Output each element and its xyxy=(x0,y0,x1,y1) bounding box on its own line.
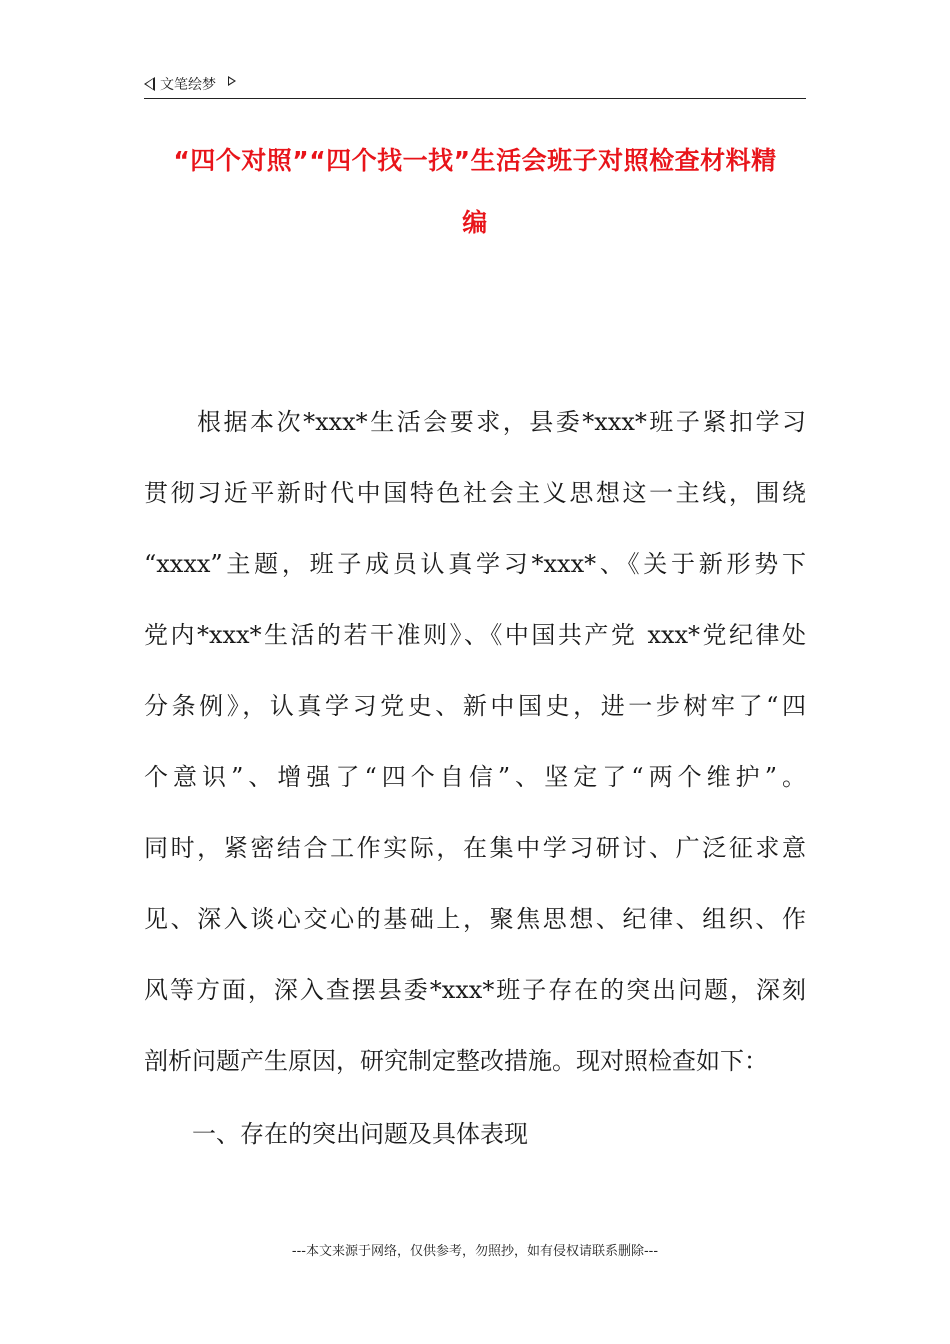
page-header xyxy=(144,72,806,99)
body-paragraph xyxy=(144,396,806,1106)
document-title xyxy=(144,130,806,254)
paragraph-line: 分条例》，认真学习党史、新中国史，进一步树牢了“四 xyxy=(144,692,806,720)
brand-name: 文笔绘梦 xyxy=(160,77,216,93)
section-heading: 一、存在的突出问题及具体表现 xyxy=(192,1120,528,1148)
document-title-line-2: 编 xyxy=(462,208,488,237)
right-triangle-icon xyxy=(228,76,236,86)
paragraph-line: 贯彻习近平新时代中国特色社会主义思想这一主线，围绕 xyxy=(144,479,806,507)
paragraph-line: 剖析问题产生原因，研究制定整改措施。现对照检查如下： xyxy=(144,1047,768,1075)
paragraph-line: 个意识”、增强了“四个自信”、坚定了“两个维护”。 xyxy=(144,763,806,791)
paragraph-line: “xxxx”主题，班子成员认真学习*xxx*、《关于新形势下 xyxy=(144,550,806,578)
paragraph-line: 见、深入谈心交心的基础上，聚焦思想、纪律、组织、作 xyxy=(144,905,806,933)
paragraph-line: 党内*xxx*生活的若干准则》、《中国共产党 xxx*党纪律处 xyxy=(144,621,806,649)
footer-disclaimer: ---本文来源于网络，仅供参考，勿照抄，如有侵权请联系删除--- xyxy=(291,1244,659,1259)
paragraph-line: 同时，紧密结合工作实际，在集中学习研讨、广泛征求意 xyxy=(144,834,806,862)
paragraph-line: 风等方面，深入查摆县委*xxx*班子存在的突出问题，深刻 xyxy=(144,976,806,1004)
paragraph-line: 根据本次*xxx*生活会要求，县委*xxx*班子紧扣学习 xyxy=(144,408,806,436)
left-triangle-icon xyxy=(144,77,155,91)
header-brand xyxy=(144,74,236,94)
document-title-line-1: “四个对照”“四个找一找”生活会班子对照检查材料精 xyxy=(173,146,777,175)
